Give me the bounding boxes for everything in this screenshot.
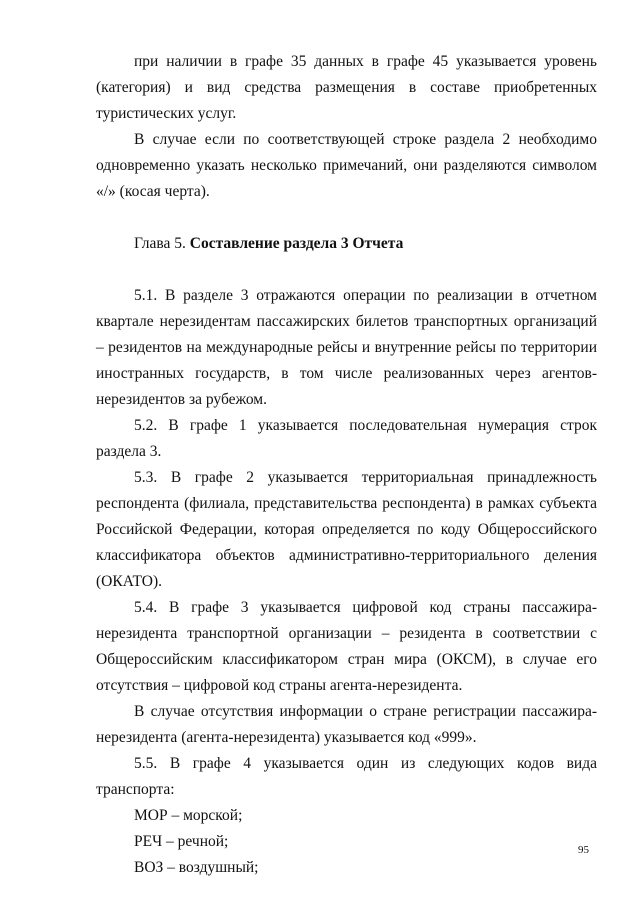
paragraph-grafa-35: при наличии в графе 35 данных в графе 45 указывается уровень (категория) и вид средства размещения в составе приобретенных туристических услуг. [96, 53, 597, 122]
list-item-rech: РЕЧ – речной; [134, 833, 229, 850]
paragraph-5-1: 5.1. В разделе 3 отражаются операции по реализации в отчетном квартале нерезидентам пассажирских билетов транспортных организаций – резидентов на международные рейсы и внутренние рейсы по территории иностранных государств, в том числе реализованных через агентов-нерезидентов за рубежом. [96, 287, 597, 408]
paragraph-5-5: 5.5. В графе 4 указывается один из следующих кодов вида транспорта: [96, 755, 597, 798]
paragraph-notes-separator: В случае если по соответствующей строке раздела 2 необходимо одновременно указать несколько примечаний, они разделяются символом «/» (косая черта). [96, 131, 597, 200]
paragraph-5-3: 5.3. В графе 2 указывается территориальная принадлежность респондента (филиала, представительства респондента) в рамках субъекта Российской Федерации, которая определяется по коду Общероссийского классификатора объектов административно-территориального деления (ОКАТО). [96, 469, 597, 590]
paragraph-5-4: 5.4. В графе 3 указывается цифровой код страны пассажира-нерезидента транспортной организации – резидента в соответствии с Общероссийским классификатором стран мира (ОКСМ), в случае его отсутствия – цифровой код страны агента-нерезидента. [96, 599, 597, 694]
page-number: 95 [578, 844, 589, 856]
list-item-voz: ВОЗ – воздушный; [134, 859, 259, 876]
paragraph-5-2: 5.2. В графе 1 указывается последовательная нумерация строк раздела 3. [96, 417, 597, 460]
chapter-heading [96, 231, 597, 257]
document-body [96, 49, 597, 881]
list-item-mor: МОР – морской; [134, 807, 243, 824]
paragraph-code-999: В случае отсутствия информации о стране регистрации пассажира-нерезидента (агента-нерезидента) указывается код «999». [96, 703, 597, 746]
chapter-title: Составление раздела 3 Отчета [189, 235, 404, 252]
chapter-prefix: Глава 5. [134, 235, 190, 252]
